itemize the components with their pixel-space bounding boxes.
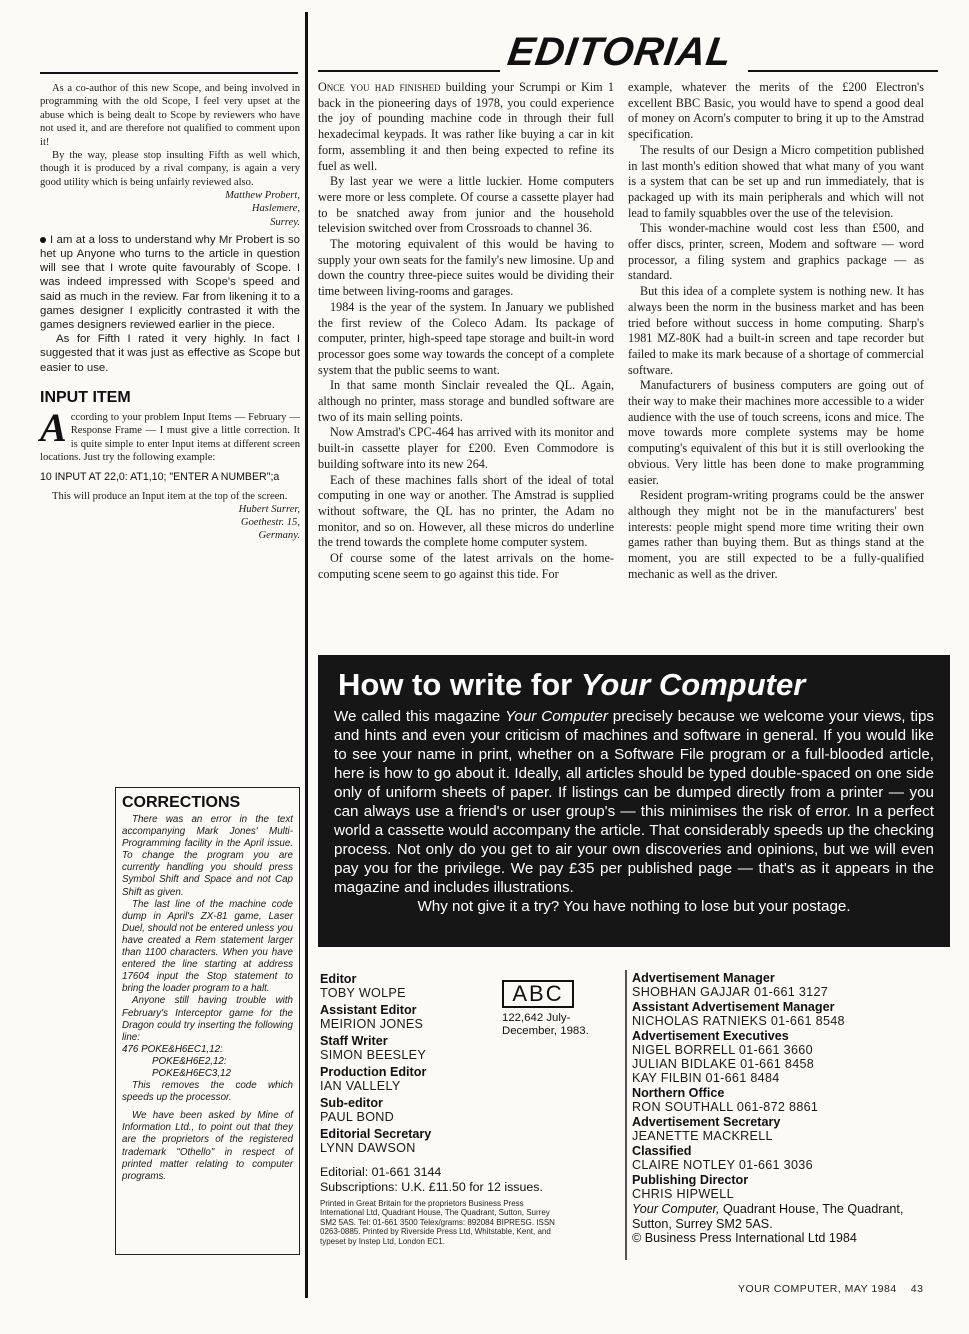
corrections-paragraph: There was an error in the text accompanying Mark Jones' Multi-Programming facility in the April issue. To change the program you are currently handling you should press Symbol Shift and Space and not Cap Shift as given. — [122, 814, 293, 898]
staff-name: TOBY WOLPE — [320, 986, 406, 1000]
editorial-paragraph: 1984 is the year of the system. In January we published the first review of the Coleco Adam. Its package of computer, printer, high-speed tape storage and built-in word processor goes some way towards the concept of a complete system that the public seems to want. — [318, 299, 614, 377]
signature-name: Hubert Surrer, — [238, 503, 300, 515]
staff-name: LYNN DAWSON — [320, 1141, 416, 1155]
editorial-column-2 — [628, 80, 924, 583]
staff-name: KAY FILBIN 01-661 8484 — [632, 1071, 780, 1085]
input-item-heading: INPUT ITEM — [40, 388, 131, 406]
editorial-paragraph: By last year we were a little luckier. Home computers were more or less complete. Of course a cassette player had to be snatched away from junior and the household television switched over from Crossroads to channel 36. — [318, 174, 614, 236]
staff-role: Sub-editor — [320, 1096, 383, 1110]
corrections-heading: CORRECTIONS — [122, 794, 241, 811]
staff-role: Advertisement Executives — [632, 1029, 789, 1043]
editorial-paragraph: Of course some of the latest arrivals on the home-computing scene seem to go against this tide. For — [318, 551, 614, 581]
staff-divider — [625, 970, 627, 1260]
signature-street: Goethestr. 15, — [240, 517, 300, 529]
staff-name: SHOBHAN GAJJAR 01-661 3127 — [632, 985, 829, 999]
staff-role: Editorial Secretary — [320, 1127, 432, 1141]
staff-role: Production Editor — [320, 1065, 427, 1079]
column-divider — [305, 12, 308, 1298]
staff-name: NIGEL BORRELL 01-661 3660 — [632, 1043, 813, 1057]
page-number: 43 — [910, 1283, 924, 1295]
printer-info: Printed in Great Britain for the proprietors Business Press International Ltd, Quadrant House, The Quadrant, Sutton, Surrey SM2 5AS. Tel: 01-661 3500 Telex/grams: 892084 BIPRESG. ISSN 0263-0885. Printed by Riverside Press Ltd, Whitstable, Kent, and typeset by Instep Ltd, London EC1. — [320, 1199, 555, 1246]
staff-role: Classified — [632, 1144, 692, 1158]
input-item-text: ccording to your problem Input Items — February — Response Frame — I must give a little correction. It is quite simple to enter Input items at different screen locations. Just try the following example: — [40, 411, 300, 464]
staff-name: CLAIRE NOTLEY 01-661 3036 — [632, 1158, 813, 1172]
staff-role: Assistant Editor — [320, 1003, 417, 1017]
staff-role: Staff Writer — [320, 1034, 388, 1048]
closing-line: Why not give it a try? You have nothing to lose but your postage. — [417, 898, 851, 915]
letter-paragraph: As a co-author of this new Scope, and being involved in programming with the old Scope, I feel very upset at the abuse which is being dealt to Scope by reviewers who have not used it, and are therefore not qualified to comment upon it! — [40, 83, 300, 148]
lead-in: Once you had finished — [318, 80, 441, 94]
header-rule-right — [748, 70, 938, 72]
code-line: POKE&H6EC3,12 — [152, 1067, 231, 1079]
editorial-paragraph — [318, 80, 614, 174]
signature-name: Matthew Probert, — [225, 190, 300, 202]
staff-name: NICHOLAS RATNIEKS 01-661 8548 — [632, 1014, 845, 1028]
title-text: How to write for — [338, 667, 581, 702]
how-to-write-box — [318, 655, 950, 947]
staff-role: Northern Office — [632, 1086, 725, 1100]
advertising-staff — [632, 970, 942, 1246]
corrections-body — [122, 814, 293, 1183]
editorial-header — [318, 30, 938, 76]
editorial-paragraph: The results of our Design a Micro competition published in last month's edition showed that what many of you want is a system that can be set up and run immediately, that is packaged up with its main peripherals and which will not lead to family squabbles over the use of the television. — [628, 142, 924, 220]
signature-country: Germany. — [258, 530, 300, 542]
staff-name: PAUL BOND — [320, 1110, 395, 1124]
copyright: © Business Press International Ltd 1984 — [632, 1231, 857, 1245]
editorial-paragraph: This wonder-machine would cost less than £500, and offer discs, printer, screen, Modem and software — word processor, a filing system and graphics package — as standard. — [628, 221, 924, 283]
corrections-paragraph: The last line of the machine code dump in April's ZX-81 game, Laser Duel, should not be entered unless you have created a Rem statement larger than 1100 characters. When you have entered the line starting at address 17604 input the Stop statement to bring the loader program to a halt. — [122, 898, 293, 995]
abc-circulation: 122,642 July-December, 1983. — [502, 1012, 589, 1037]
corrections-box — [115, 787, 300, 1255]
abc-logo: ABC — [502, 980, 574, 1008]
address-magazine-name: Your Computer, — [632, 1202, 720, 1216]
staff-name: JULIAN BIDLAKE 01-661 8458 — [632, 1057, 815, 1071]
editorial-paragraph: The motoring equivalent of this would be having to supply your own seats for the family's new limosine. Up and down the country three-piece suites would be dividing their time between living-rooms and garages. — [318, 237, 614, 299]
subscriptions: Subscriptions: U.K. £11.50 for 12 issues. — [320, 1180, 543, 1194]
letters-column — [40, 82, 300, 543]
staff-name: RON SOUTHALL 061-872 8861 — [632, 1100, 819, 1114]
how-to-write-text — [334, 707, 934, 916]
address-text: Quadrant House, The Quadrant, Sutton, Surrey SM2 5AS. — [632, 1202, 904, 1231]
staff-name: SIMON BEESLEY — [320, 1048, 427, 1062]
editorial-info — [320, 1165, 620, 1246]
staff-name: JEANETTE MACKRELL — [632, 1129, 773, 1143]
code-line: POKE&H6E2,12: — [152, 1055, 227, 1067]
corrections-paragraph: We have been asked by Mine of Information Ltd., to point out that they are the proprietors of the registered trademark "Othello" in respect of printed matter relating to computer programs. — [122, 1110, 293, 1182]
code-listing: 10 INPUT AT 22,0: AT1,10; "ENTER A NUMBER";a — [40, 470, 280, 483]
staff-role: Assistant Advertisement Manager — [632, 1000, 835, 1014]
drop-cap: A — [40, 404, 67, 450]
publisher-address — [632, 1202, 942, 1231]
staff-role: Editor — [320, 972, 357, 986]
editorial-paragraph: But this idea of a complete system is nothing new. It has always been the norm in the business market and has been tried before without success in home computing. Sharp's 1981 MZ-80K had a built-in screen and tape recorder but failed to make its mark because of a shortage of commercial software. — [628, 284, 924, 377]
signature-county: Surrey. — [270, 216, 300, 228]
editorial-title: EDITORIAL — [504, 30, 735, 74]
title-magazine-name: Your Computer — [580, 667, 806, 702]
corrections-paragraph: Anyone still having trouble with February's Interceptor game for the Dragon could try inserting the following line: — [122, 995, 293, 1043]
staff-name: CHRIS HIPWELL — [632, 1187, 734, 1201]
editorial-paragraph: Resident program-writing programs could be the answer although they might not be in the manufacturers' best interests: people might spend more time writing their own games rather than buying them. But as things stand at the moment, you are still expected to be a fully-qualified mechanic as well as the driver. — [628, 488, 924, 581]
signature-town: Haslemere, — [251, 203, 300, 215]
staff-name: IAN VALLELY — [320, 1079, 401, 1093]
body-magazine-name: Your Computer — [505, 708, 608, 725]
reply-paragraph — [40, 233, 300, 332]
editorial-text: building your Scrumpi or Kim 1 back in the pioneering days of 1978, you could experience the joy of pounding machine code in through their full hexadecimal keypads. It was rather like buying a car in kit form, assembling it and then being expected to refine its fuel as well. — [318, 80, 614, 173]
letter-paragraph: By the way, please stop insulting Fifth as well which, though it is produced by a rival company, is again a very good utility which is being unfairly reviewed also. — [40, 150, 300, 188]
staff-role: Publishing Director — [632, 1173, 749, 1187]
editorial-column-1 — [318, 80, 614, 583]
header-rule-left — [318, 70, 500, 72]
editorial-paragraph: In that same month Sinclair revealed the QL. Again, although no printer, mass storage and bundled software are two of its main selling points. — [318, 378, 614, 424]
how-to-write-title — [334, 667, 934, 703]
editorial-paragraph: example, whatever the merits of the £200 Electron's excellent BBC Basic, you would have to spend a good deal of money on Acorn's computer to bring it up to the Amstrad specification. — [628, 80, 924, 142]
staff-role: Advertisement Secretary — [632, 1115, 781, 1129]
left-top-rule — [40, 72, 298, 74]
editorial-phone: Editorial: 01-661 3144 — [320, 1165, 442, 1179]
editorial-paragraph: Manufacturers of business computers are going out of their way to make their machines more accessible to a wider audience with the use of touch screens, icons and mice. The move towards more complete systems may be home computing's equivalent of this but it is still overlooking the obvious. Very little has been done to make programming easier. — [628, 378, 924, 487]
code-line: 476 POKE&H6EC1,12: — [122, 1043, 223, 1055]
staff-role: Advertisement Manager — [632, 971, 775, 985]
reply-text: I am at a loss to understand why Mr Probert is so het up Anyone who turns to the article in question will see that I wrote quite favourably of Scope. I was indeed impressed with Scope's speed and said as much in the review. Far from likening it to a games designer I explicitly contrasted it with the games designers reviewed earlier in the piece. — [40, 233, 300, 332]
page-footer — [738, 1283, 923, 1295]
bullet-icon — [40, 237, 46, 243]
footer-issue: YOUR COMPUTER, MAY 1984 — [738, 1283, 897, 1295]
staff-name: MEIRION JONES — [320, 1017, 424, 1031]
body-text: We called this magazine — [334, 708, 506, 725]
body-text: precisely because we welcome your views, tips and hints and even your criticism of machines and software in general. If you would like to see your name in print, whether on a Software File program or a full-blooded article, here is how to go about it. Ideally, all articles should be typed double-spaced on one side only of uniform sheets of paper. If listings can be dumped directly from a printer — you can always use a friend's or user group's — this minimises the risk of error. In a perfect world a cassette would accompany the article. That considerably speeds up the checking process. Not only do you get to air your own discoveries and opinions, but we will even pay you for the privilege. We pay £35 per published page — that's as it appears in the magazine and includes illustrations. — [334, 708, 934, 896]
corrections-paragraph: This removes the code which speeds up the processor. — [122, 1080, 293, 1104]
editorial-staff — [320, 972, 495, 1158]
editorial-paragraph: Now Amstrad's CPC-464 has arrived with its monitor and built-in cassette player for £200. Even Commodore is building software into its new 264. — [318, 425, 614, 471]
reply-paragraph: As for Fifth I rated it very highly. In fact I suggested that it was just as effective as Scope but easier to use. — [40, 333, 300, 374]
input-item-paragraph — [40, 404, 300, 465]
input-item-paragraph: This will produce an Input item at the top of the screen. — [52, 490, 288, 502]
editorial-paragraph: Each of these machines falls short of the ideal of total computing in one way or another. The Amstrad is supplied without software, the QL has no printer, the Adam no monitor, and so on. However, all these micros do underline the trend towards the complete home computer system. — [318, 472, 614, 550]
